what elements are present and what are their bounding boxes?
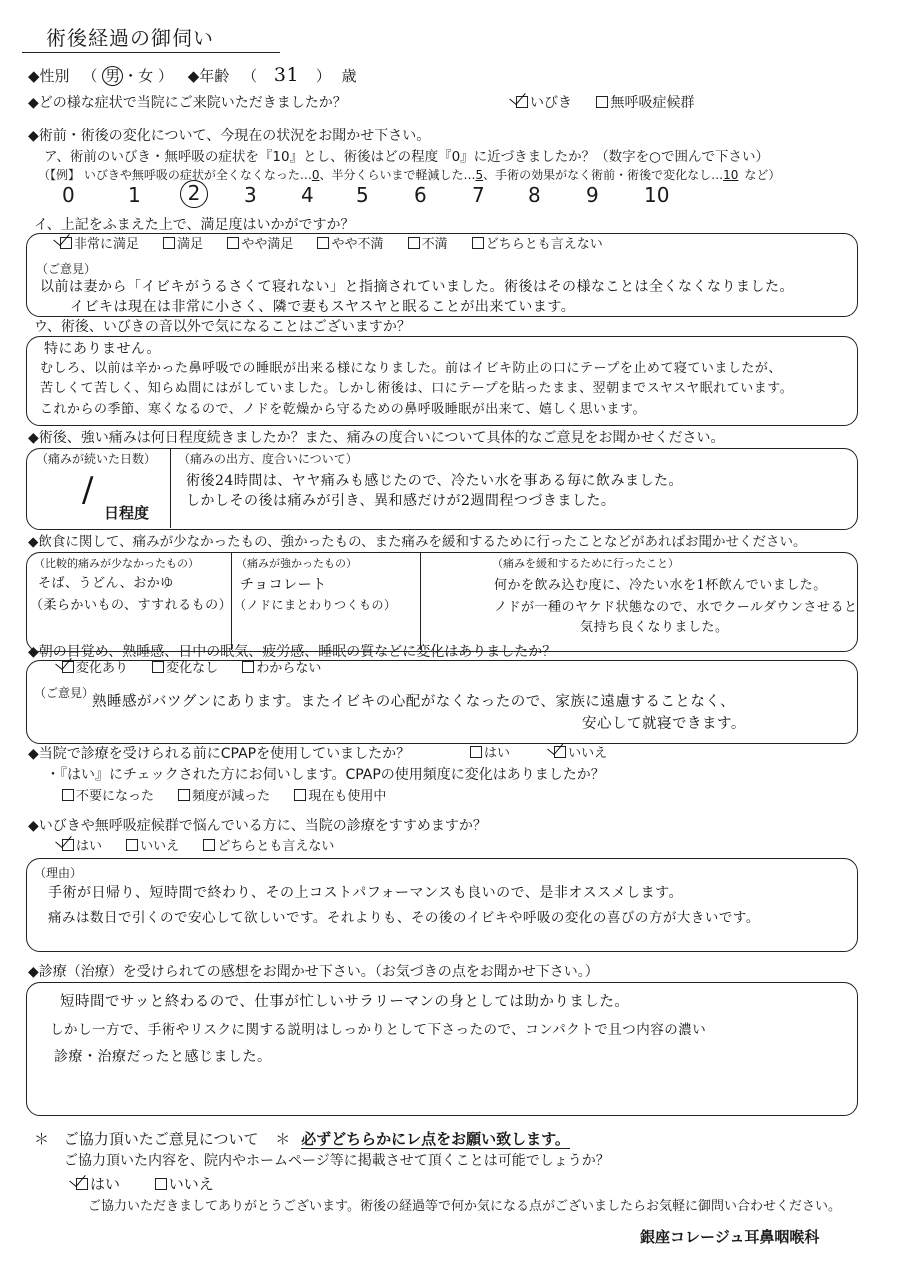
consent-heading-row [34, 1128, 570, 1149]
checkbox-checked-icon [62, 661, 74, 673]
pain-comment-1: 術後24時間は、ヤヤ痛みも感じたので、冷たい水を事ある毎に飲みました。 [186, 473, 684, 489]
checkbox-icon [472, 237, 484, 249]
option-snoring[interactable]: いびき [516, 95, 572, 111]
scale-2-selected[interactable]: 2 [180, 180, 208, 208]
consent-star-1: ＊ [34, 1130, 50, 1148]
scale-5[interactable]: 5 [356, 183, 369, 207]
checkbox-icon [470, 746, 482, 758]
option-somewhat-dissatisfied[interactable]: やや不満 [317, 237, 383, 252]
option-no-change[interactable]: 変化なし [152, 661, 218, 676]
food-less-value-1: そば、うどん、おかゆ [38, 576, 174, 591]
pain-comment-2: しかしその後は痛みが引き、異和感だけが2週間程つづきました。 [186, 493, 616, 509]
scale-8[interactable]: 8 [528, 183, 541, 207]
option-somewhat-satisfied[interactable]: やや満足 [227, 237, 293, 252]
pain-days-label: （痛みが続いた日数） [36, 452, 157, 466]
scale-6[interactable]: 6 [414, 183, 427, 207]
checkbox-icon [155, 1178, 167, 1190]
age-label: ◆年齢 [187, 67, 230, 85]
impression-question: ◆診療（治療）を受けられての感想をお聞かせ下さい。（お気づきの点をお聞かせ下さい。） [28, 964, 599, 980]
food-strong-value-2: （ノドにまとわりつくもの） [234, 598, 397, 612]
change-example: （【例】 いびきや無呼吸の症状が全くなくなった…0、半分くらいまで軽減した…5、手術の効果がなく術前・術後で変化なし…10 など） [38, 168, 781, 182]
recommend-comment-2: 痛みは数日で引くので安心して欲しいです。それよりも、その後のイビキや呼吸の変化の喜びの方が大きいです。 [48, 910, 760, 926]
satisfaction-question: イ、上記をふまえた上で、満足度はいかがですか？ [34, 217, 355, 233]
pain-divider [170, 449, 171, 528]
option-changed[interactable]: 変化あり [62, 661, 128, 676]
age-open: （ [242, 67, 258, 85]
scale-9[interactable]: 9 [586, 183, 599, 207]
sleep-options [62, 660, 341, 678]
checkbox-icon [596, 96, 608, 108]
scale-3[interactable]: 3 [244, 183, 257, 207]
change-sub-a: ア、術前のいびき・無呼吸の症状を『10』とし、術後はどの程度『0』に近づきましたか？（数字を○で囲んで下さい） [44, 149, 769, 165]
recommend-options [62, 838, 354, 856]
satisfaction-opinion-label: （ご意見） [36, 262, 97, 276]
checkbox-checked-icon [62, 839, 74, 851]
title-underline [22, 52, 280, 53]
sleep-opinion-label: （ご意見） [34, 686, 95, 700]
option-recommend-no[interactable]: いいえ [126, 839, 179, 854]
checkbox-checked-icon [60, 237, 72, 249]
clinic-name: 銀座コレージュ耳鼻咽喉科 [640, 1228, 820, 1246]
checkbox-checked-icon [516, 96, 528, 108]
recommend-box [26, 858, 858, 952]
other-comment-2: むしろ、以前は辛かった鼻呼吸での睡眠が出来る様になりました。前はイビキ防止の口にテープを止めて寝ていましたが、 [40, 361, 782, 376]
cpap-question: ◆当院で診療を受けられる前にCPAPを使用していましたか？ [28, 746, 411, 762]
food-relief-value-1: 何かを飲み込む度に、冷たい水を1杯飲んでいました。 [494, 578, 827, 593]
checkbox-icon [62, 789, 74, 801]
age-unit: 歳 [341, 67, 357, 85]
checkbox-icon [163, 237, 175, 249]
impression-comment-1: 短時間でサッと終わるので、仕事が忙しいサラリーマンの身としては助かりました。 [60, 994, 630, 1010]
age-value[interactable]: 31 [273, 64, 300, 86]
gender-male[interactable]: 男 [102, 66, 123, 86]
option-cpap-yes[interactable]: はい [470, 746, 510, 761]
checkbox-checked-icon [76, 1178, 88, 1190]
checkbox-icon [242, 661, 254, 673]
change-question: ◆術前・術後の変化について、今現在の状況をお聞かせ下さい。 [28, 128, 431, 144]
sleep-question: ◆朝の目覚め、熟睡感、日中の眠気、疲労感、睡眠の質などに変化はありましたか？ [28, 644, 557, 660]
scale-7[interactable]: 7 [472, 183, 485, 207]
other-comment-4: これからの季節、寒くなるので、ノドを乾燥から守るための鼻呼吸睡眠が出来て、嬉しく思います。 [40, 402, 646, 417]
pain-days-value[interactable]: / [82, 470, 94, 510]
consent-star-2: ＊ [275, 1130, 291, 1148]
checkbox-icon [152, 661, 164, 673]
checkbox-icon [203, 839, 215, 851]
satisfaction-comment-2: イビキは現在は非常に小さく、隣で妻もスヤスヤと眠ることが出来ています。 [70, 299, 576, 315]
consent-options [76, 1173, 234, 1194]
pain-days-unit: 日程度 [104, 504, 150, 522]
consent-thanks: ご協力いただきましてありがとうございます。術後の経過等で何か気になる点がございましたらお気軽に御問い合わせください。 [88, 1199, 841, 1214]
scale-10[interactable]: 10 [644, 183, 670, 207]
cpap-sub-options [62, 788, 406, 806]
option-cpap-still[interactable]: 現在も使用中 [294, 789, 386, 804]
food-strong-label: （痛みが強かったもの） [236, 557, 357, 570]
recommend-comment-1: 手術が日帰り、短時間で終わり、その上コストパフォーマンスも良いので、是非オススメします。 [48, 885, 684, 901]
option-cpap-no[interactable]: いいえ [554, 746, 607, 761]
consent-question: ご協力頂いた内容を、院内やホームページ等に掲載させて頂くことは可能でしょうか？ [64, 1153, 610, 1169]
recommend-question: ◆いびきや無呼吸症候群で悩んでいる方に、当院の診療をすすめますか？ [28, 818, 487, 834]
option-very-satisfied[interactable]: 非常に満足 [60, 237, 139, 252]
food-relief-value-2: ノドが一種のヤケド状態なので、水でクールダウンさせると [494, 600, 858, 615]
consent-heading: ご協力頂いたご意見について [63, 1130, 259, 1148]
option-cpap-unneeded[interactable]: 不要になった [62, 789, 154, 804]
option-recommend-yes[interactable]: はい [62, 839, 102, 854]
food-strong-value-1: チョコレート [240, 577, 327, 593]
option-unknown[interactable]: わからない [242, 661, 321, 676]
cpap-options [470, 745, 627, 763]
satisfaction-options [60, 236, 623, 254]
pain-detail-label: （痛みの出方、度合いについて） [178, 452, 358, 466]
checkbox-icon [126, 839, 138, 851]
checkbox-icon [178, 789, 190, 801]
gender-label: ◆性別 [28, 67, 70, 85]
option-satisfied[interactable]: 満足 [163, 237, 203, 252]
recommend-reason-label: （理由） [34, 866, 83, 880]
other-comment-1: 特にありません。 [44, 341, 161, 357]
option-dissatisfied[interactable]: 不満 [408, 237, 448, 252]
scale-1[interactable]: 1 [128, 183, 141, 207]
sleep-comment-1: 熟睡感がバツグンにあります。またイビキの心配がなくなったので、家族に遠慮することなく、 [92, 694, 736, 710]
sleep-comment-2: 安心して就寝できます。 [582, 716, 746, 732]
food-relief-value-3: 気持ち良くなりました。 [580, 620, 729, 635]
other-question: ウ、術後、いびきの音以外で気になることはございますか？ [34, 319, 411, 335]
age-close: ） [315, 67, 331, 85]
food-less-value-2: （柔らかいもの、すすれるもの） [30, 598, 233, 613]
page-title: 術後経過の御伺い [46, 26, 214, 50]
option-recommend-neither[interactable]: どちらとも言えない [203, 839, 334, 854]
food-less-label: （比較的痛みが少なかったもの） [34, 557, 199, 570]
symptom-question: ◆どの様な症状で当院にご来院いただきましたか？ [28, 95, 347, 111]
checkbox-icon [294, 789, 306, 801]
impression-comment-2: しかし一方で、手術やリスクに関する説明はしっかりとして下さったので、コンパクトで且つ内容の濃い [50, 1022, 707, 1038]
cpap-sub-question: ・『はい』にチェックされた方にお伺いします。CPAPの使用頻度に変化はありましたか？ [46, 767, 605, 783]
impression-comment-3: 診療・治療だったと感じました。 [54, 1049, 272, 1065]
scale-0[interactable]: 0 [62, 183, 75, 207]
checkbox-icon [408, 237, 420, 249]
option-consent-no[interactable]: いいえ [155, 1175, 214, 1193]
gender-close: ） [157, 67, 173, 85]
food-divider-2 [420, 553, 421, 650]
gender-female[interactable]: 女 [138, 67, 154, 85]
other-comment-3: 苦しくて苦しく、知らぬ間にはがしていました。しかし術後は、口にテープを貼ったまま、翌朝までスヤスヤ眠れています。 [40, 381, 794, 396]
option-consent-yes[interactable]: はい [76, 1175, 120, 1193]
symptom-options [516, 94, 714, 112]
checkbox-icon [317, 237, 329, 249]
gender-sep: ・ [123, 67, 139, 85]
satisfaction-comment-1: 以前は妻から「イビキがうるさくて寝れない」と指摘されていました。術後はその様なことは全くなくなりました。 [40, 279, 794, 295]
scale-4[interactable]: 4 [301, 183, 314, 207]
checkbox-icon [227, 237, 239, 249]
pain-question: ◆術後、強い痛みは何日程度続きましたか？また、痛みの度合いについて具体的なご意見をお聞かせください。 [28, 430, 725, 446]
checkbox-checked-icon [554, 746, 566, 758]
option-apnea[interactable]: 無呼吸症候群 [596, 95, 694, 111]
option-cpap-less[interactable]: 頻度が減った [178, 789, 270, 804]
food-relief-label: （痛みを緩和するために行ったこと） [492, 557, 679, 570]
gender-open: （ [82, 67, 98, 85]
food-question: ◆飲食に関して、痛みが少なかったもの、強かったもの、また痛みを緩和するために行ったことなどがあればお聞かせください。 [28, 534, 807, 550]
gender-row [28, 66, 357, 86]
option-neither[interactable]: どちらとも言えない [472, 237, 603, 252]
consent-emphasis: 必ずどちらかにレ点をお願い致します。 [301, 1130, 570, 1148]
